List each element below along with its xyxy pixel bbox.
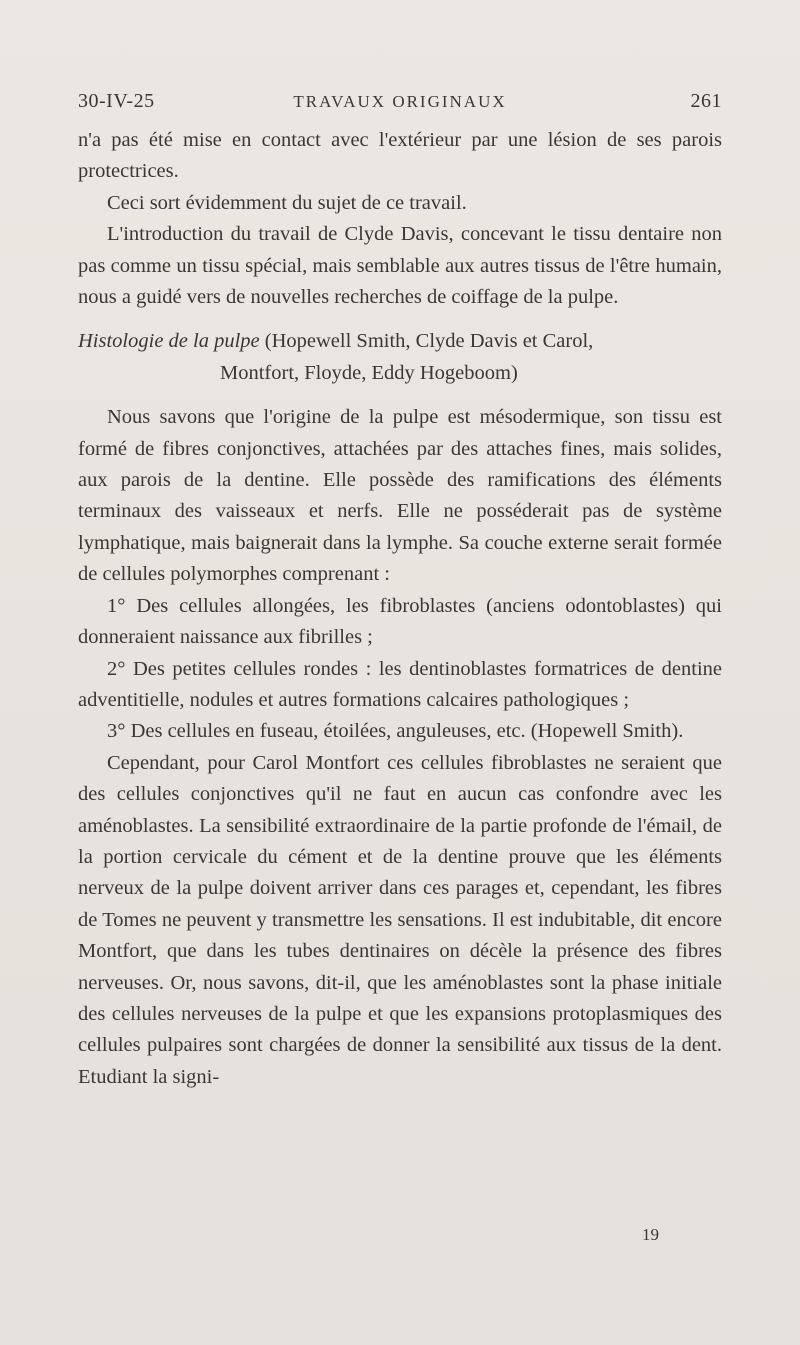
page-number: 261 xyxy=(690,90,722,112)
section-heading-authors: (Hopewell Smith, Clyde Davis et Carol, xyxy=(259,330,594,353)
body-text xyxy=(78,125,722,1093)
paragraph: Ceci sort évidemment du sujet de ce travail. xyxy=(107,191,467,214)
section-heading xyxy=(78,326,722,389)
section-heading-italic: Histologie de la pulpe xyxy=(78,330,260,353)
signature-mark: 19 xyxy=(642,1225,659,1244)
section-heading-authors-cont: Montfort, Floyde, Eddy Hogeboom) xyxy=(220,361,518,384)
running-head-date: 30-IV-25 xyxy=(78,90,155,112)
paragraph: n'a pas été mise en contact avec l'extérieur par une lésion de ses parois protectrices. xyxy=(78,129,722,183)
list-item: 2° Des petites cellules rondes : les dentinoblastes formatrices de dentine adventitielle, nodules et autres formations calcaires pathologiques ; xyxy=(78,657,722,711)
list-item: 3° Des cellules en fuseau, étoilées, anguleuses, etc. (Hopewell Smith). xyxy=(107,720,684,743)
running-head-title: TRAVAUX ORIGINAUX xyxy=(293,92,507,111)
paragraph: Nous savons que l'origine de la pulpe est mésodermique, son tissu est formé de fibres conjonctives, attachées par des attaches fines, mais solides, aux parois de la dentine. Elle possède des ramifications des éléments terminaux des vaisseaux et nerfs. Elle ne posséderait pas de système lymphatique, mais baignerait dans la lymphe. Sa couche externe serait formée de cellules polymorphes comprenant : xyxy=(78,406,722,586)
paragraph: Cependant, pour Carol Montfort ces cellules fibroblastes ne seraient que des cellules conjonctives qu'il ne faut en aucun cas confondre avec les aménoblastes. La sensibilité extraordinaire de la partie profonde de l'émail, de la portion cervicale du cément et de la dentine prouve que les éléments nerveux de la pulpe doivent arriver dans ces parages et, cependant, les fibres de Tomes ne peuvent y transmettre les sensations. Il est indubitable, dit encore Montfort, que dans les tubes dentinaires on décèle la présence des fibres nerveuses. Or, nous savons, dit-il, que les aménoblastes sont la phase initiale des cellules nerveuses de la pulpe et que les expansions protoplasmiques des cellules pulpaires sont chargées de donner la sensibilité aux tissus de la dent. Etudiant la signi- xyxy=(78,751,722,1088)
list-item: 1° Des cellules allongées, les fibroblastes (anciens odontoblastes) qui donneraient naissance aux fibrilles ; xyxy=(78,594,722,649)
running-head xyxy=(78,90,722,120)
paragraph: L'introduction du travail de Clyde Davis, concevant le tissu dentaire non pas comme un tissu spécial, mais semblable aux autres tissus de l'être humain, nous a guidé vers de nouvelles recherches de coiffage de la pulpe. xyxy=(78,223,722,309)
